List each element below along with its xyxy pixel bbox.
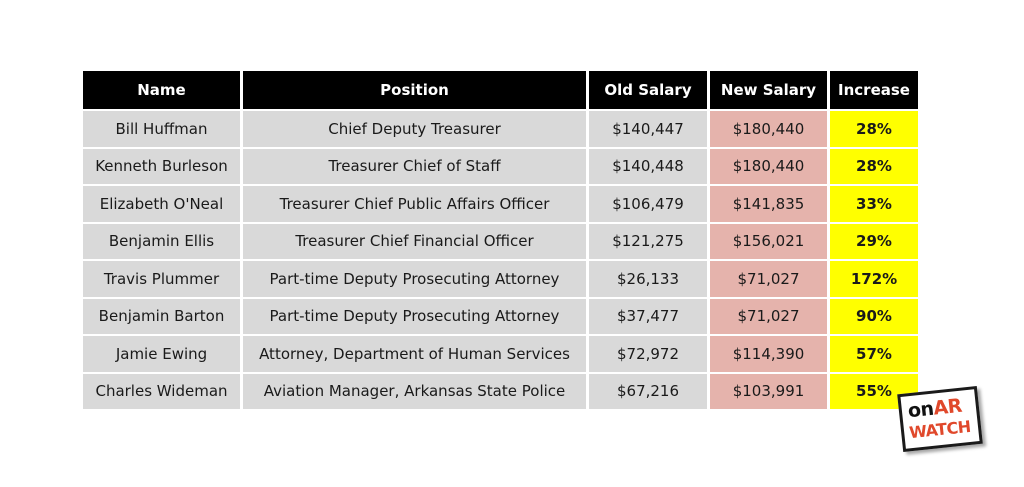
header-old-salary: Old Salary [589,71,707,109]
cell-new-salary: $180,440 [710,111,827,147]
onarwatch-logo [897,386,983,452]
cell-old-salary: $140,448 [589,149,707,185]
cell-new-salary: $141,835 [710,186,827,222]
cell-position: Treasurer Chief Financial Officer [243,224,586,260]
cell-new-salary: $156,021 [710,224,827,260]
header-position: Position [243,71,586,109]
cell-position: Treasurer Chief Public Affairs Officer [243,186,586,222]
table-row [83,261,918,297]
cell-position: Aviation Manager, Arkansas State Police [243,374,586,410]
cell-new-salary: $103,991 [710,374,827,410]
cell-increase: 29% [830,224,918,260]
cell-increase: 33% [830,186,918,222]
cell-increase: 28% [830,149,918,185]
table-row [83,186,918,222]
table-row [83,111,918,147]
cell-increase: 28% [830,111,918,147]
cell-name: Kenneth Burleson [83,149,240,185]
cell-old-salary: $72,972 [589,336,707,372]
table-row [83,299,918,335]
header-row [83,71,918,109]
logo-on-text: on [906,397,935,423]
table-row [83,336,918,372]
table-row [83,224,918,260]
cell-increase: 57% [830,336,918,372]
header-increase: Increase [830,71,918,109]
logo-ar-text: AR [932,394,963,420]
cell-old-salary: $37,477 [589,299,707,335]
cell-increase: 90% [830,299,918,335]
cell-name: Benjamin Ellis [83,224,240,260]
cell-position: Treasurer Chief of Staff [243,149,586,185]
table-row [83,374,918,410]
cell-old-salary: $140,447 [589,111,707,147]
cell-increase: 55% [830,374,918,410]
cell-old-salary: $26,133 [589,261,707,297]
cell-old-salary: $121,275 [589,224,707,260]
cell-name: Travis Plummer [83,261,240,297]
cell-new-salary: $180,440 [710,149,827,185]
cell-new-salary: $71,027 [710,299,827,335]
header-name: Name [83,71,240,109]
cell-name: Benjamin Barton [83,299,240,335]
salary-table [80,69,921,411]
cell-name: Jamie Ewing [83,336,240,372]
cell-position: Part-time Deputy Prosecuting Attorney [243,261,586,297]
cell-new-salary: $71,027 [710,261,827,297]
cell-new-salary: $114,390 [710,336,827,372]
table-row [83,149,918,185]
logo-watch-text: WATCH [908,416,972,443]
cell-old-salary: $67,216 [589,374,707,410]
cell-increase: 172% [830,261,918,297]
cell-position: Chief Deputy Treasurer [243,111,586,147]
cell-name: Bill Huffman [83,111,240,147]
cell-old-salary: $106,479 [589,186,707,222]
cell-position: Part-time Deputy Prosecuting Attorney [243,299,586,335]
cell-name: Elizabeth O'Neal [83,186,240,222]
cell-position: Attorney, Department of Human Services [243,336,586,372]
cell-name: Charles Wideman [83,374,240,410]
header-new-salary: New Salary [710,71,827,109]
